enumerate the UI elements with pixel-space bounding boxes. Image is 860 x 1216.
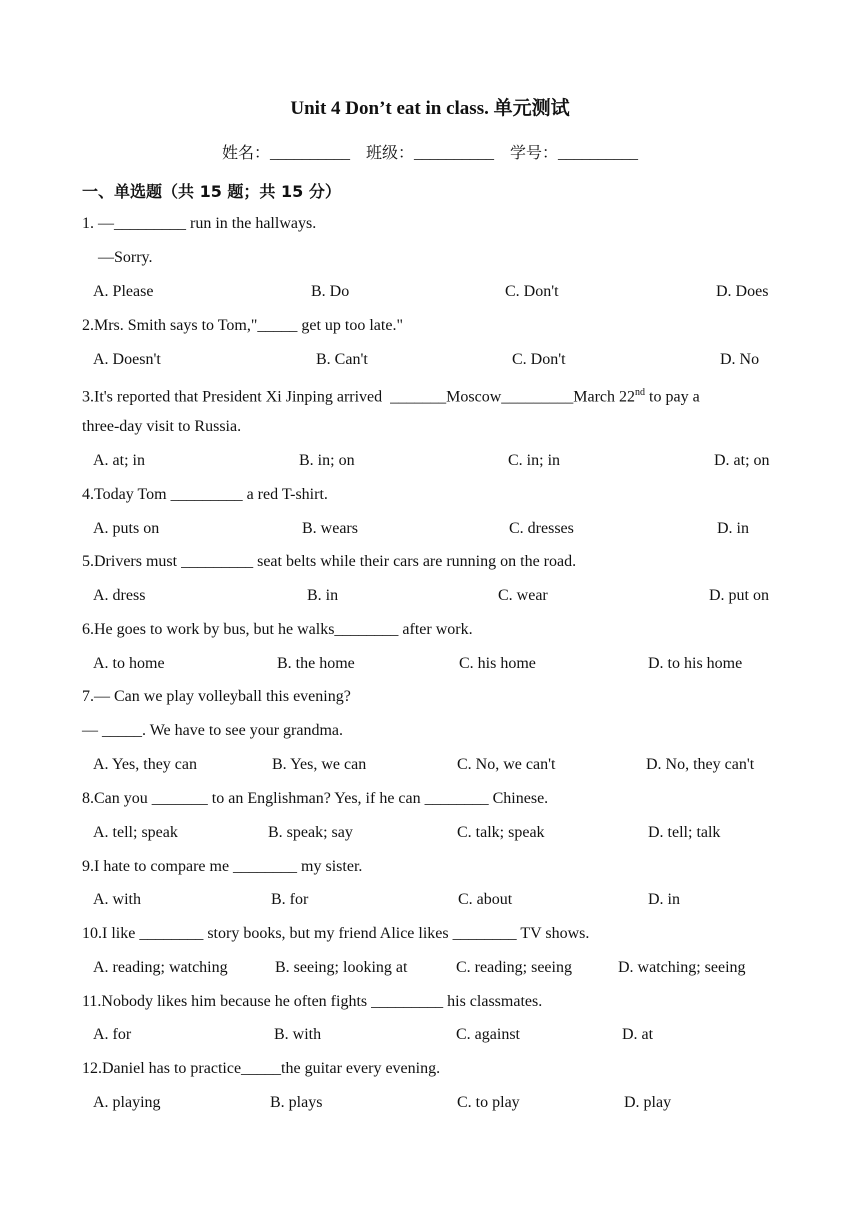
question-11-text: 11.Nobody likes him because he often fights _________ his classmates. <box>82 993 543 1010</box>
option-a[interactable]: A. puts on <box>93 520 160 537</box>
option-a[interactable]: A. Please <box>93 283 154 300</box>
option-b[interactable]: B. plays <box>270 1094 323 1111</box>
student-info-row <box>0 140 860 163</box>
option-d[interactable]: D. No <box>720 351 760 368</box>
option-d[interactable]: D. at <box>622 1026 654 1043</box>
option-c[interactable]: C. reading; seeing <box>456 959 572 976</box>
option-c[interactable]: C. Don't <box>512 351 566 368</box>
question-12-text: 12.Daniel has to practice_____the guitar every evening. <box>82 1060 441 1077</box>
option-d[interactable]: D. No, they can't <box>646 756 755 773</box>
option-c[interactable]: C. in; in <box>508 452 561 469</box>
question-2-text: 2.Mrs. Smith says to Tom,"_____ get up too late." <box>82 317 403 334</box>
option-a[interactable]: A. tell; speak <box>93 824 178 841</box>
question-1-reply: —Sorry. <box>82 249 153 266</box>
class-label: 班级： <box>365 145 414 162</box>
option-c[interactable]: C. wear <box>498 587 548 604</box>
question-9-text: 9.I hate to compare me ________ my sister. <box>82 858 363 875</box>
question-10-text: 10.I like ________ story books, but my friend Alice likes ________ TV shows. <box>82 925 590 942</box>
option-d[interactable]: D. put on <box>709 587 769 604</box>
option-c[interactable]: C. talk; speak <box>457 824 545 841</box>
option-a[interactable]: A. dress <box>93 587 146 604</box>
option-a[interactable]: A. to home <box>93 655 165 672</box>
option-b[interactable]: B. wears <box>302 520 358 537</box>
option-b[interactable]: B. seeing; looking at <box>275 959 408 976</box>
option-c[interactable]: C. Don't <box>505 283 559 300</box>
option-c[interactable]: C. against <box>456 1026 520 1043</box>
option-a[interactable]: A. playing <box>93 1094 161 1111</box>
option-a[interactable]: A. for <box>93 1026 132 1043</box>
question-4-text: 4.Today Tom _________ a red T-shirt. <box>82 486 328 503</box>
option-b[interactable]: B. the home <box>277 655 355 672</box>
option-d[interactable]: D. tell; talk <box>648 824 721 841</box>
option-a[interactable]: A. reading; watching <box>93 959 228 976</box>
option-b[interactable]: B. in; on <box>299 452 355 469</box>
question-5-options <box>0 586 860 608</box>
ordinal-suffix: nd <box>635 387 646 398</box>
name-field[interactable]: __________ <box>269 145 350 162</box>
question-7-options <box>0 755 860 777</box>
option-b[interactable]: B. in <box>307 587 339 604</box>
student-id-field[interactable]: __________ <box>558 145 639 162</box>
option-d[interactable]: D. in <box>648 891 680 908</box>
question-10-options <box>0 958 860 980</box>
option-b[interactable]: B. Yes, we can <box>272 756 367 773</box>
question-2-options <box>0 350 860 372</box>
question-12-options <box>0 1093 860 1115</box>
option-c[interactable]: C. No, we can't <box>457 756 556 773</box>
question-5-text: 5.Drivers must _________ seat belts while their cars are running on the road. <box>82 553 577 570</box>
question-7-reply: — _____. We have to see your grandma. <box>82 722 344 739</box>
option-a[interactable]: A. with <box>93 891 141 908</box>
question-11-options <box>0 1025 860 1047</box>
option-b[interactable]: B. speak; say <box>268 824 353 841</box>
option-c[interactable]: C. about <box>458 891 513 908</box>
student-id-label: 学号： <box>510 145 559 162</box>
question-3-text-main: 3.It's reported that President Xi Jinping arrived _______Moscow_________March 22 <box>82 388 636 406</box>
option-d[interactable]: D. at; on <box>714 452 770 469</box>
question-1-text: 1. —_________ run in the hallways. <box>82 215 317 232</box>
question-1-options <box>0 282 860 304</box>
option-b[interactable]: B. for <box>271 891 309 908</box>
option-c[interactable]: C. to play <box>457 1094 520 1111</box>
option-b[interactable]: B. with <box>274 1026 322 1043</box>
option-d[interactable]: D. Does <box>716 283 769 300</box>
option-c[interactable]: C. his home <box>459 655 536 672</box>
class-field[interactable]: __________ <box>414 145 494 162</box>
option-b[interactable]: B. Can't <box>316 351 368 368</box>
option-b[interactable]: B. Do <box>311 283 350 300</box>
question-6-options <box>0 654 860 676</box>
option-d[interactable]: D. watching; seeing <box>618 959 746 976</box>
question-3-options <box>0 451 860 473</box>
option-d[interactable]: D. in <box>717 520 749 537</box>
name-label: 姓名： <box>221 145 270 162</box>
option-c[interactable]: C. dresses <box>509 520 574 537</box>
option-a[interactable]: A. Yes, they can <box>93 756 197 773</box>
option-a[interactable]: A. Doesn't <box>93 351 161 368</box>
question-3-text-cont: three-day visit to Russia. <box>82 418 242 435</box>
option-d[interactable]: D. play <box>624 1094 672 1111</box>
question-3-text-tail: to pay a <box>645 388 700 406</box>
question-3-text <box>82 383 700 407</box>
option-a[interactable]: A. at; in <box>93 452 145 469</box>
question-4-options <box>0 519 860 541</box>
question-8-options <box>0 823 860 845</box>
section-heading: 一、单选题（共 15 题；共 15 分） <box>82 182 341 201</box>
option-d[interactable]: D. to his home <box>648 655 743 672</box>
question-9-options <box>0 890 860 912</box>
question-7-text: 7.— Can we play volleyball this evening? <box>82 688 351 705</box>
question-8-text: 8.Can you _______ to an Englishman? Yes, if he can ________ Chinese. <box>82 790 549 807</box>
page-title: Unit 4 Don’t eat in class. 单元测试 <box>290 98 570 119</box>
question-6-text: 6.He goes to work by bus, but he walks________ after work. <box>82 621 473 638</box>
